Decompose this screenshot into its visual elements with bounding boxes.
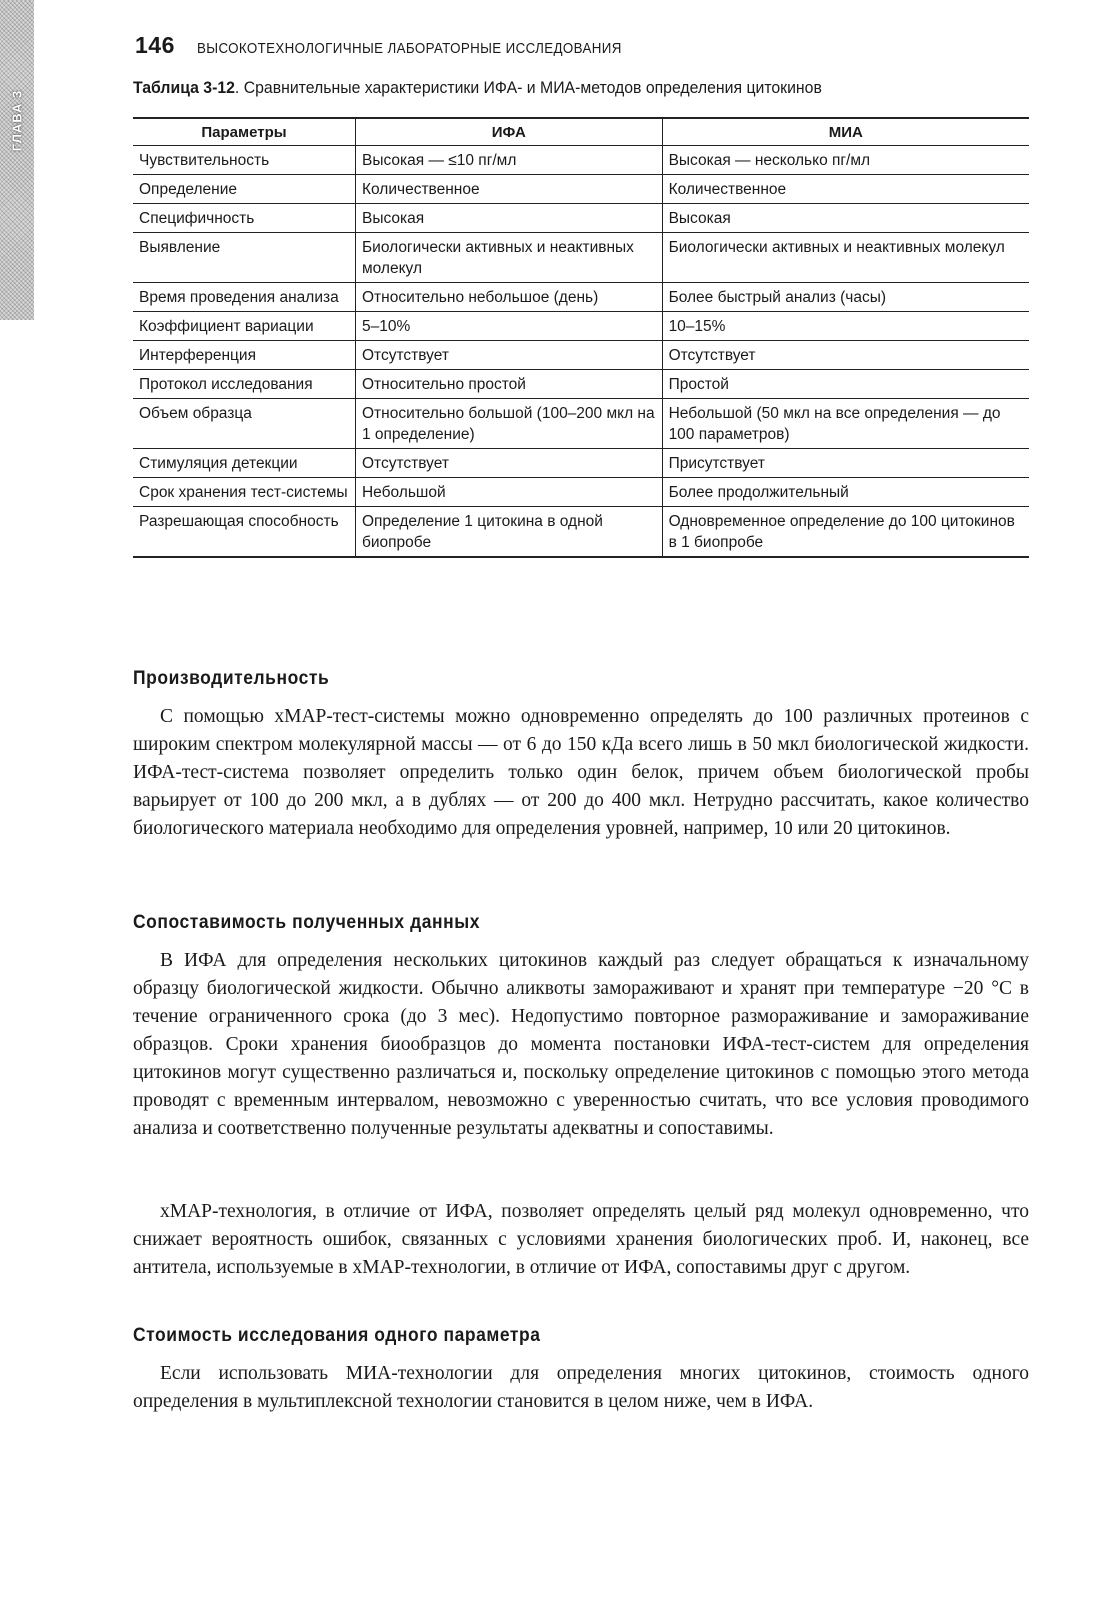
- table-cell-parameter: Чувствительность: [133, 146, 355, 175]
- table-cell-mia: Отсутствует: [662, 341, 1029, 370]
- table-cell-parameter: Интерференция: [133, 341, 355, 370]
- table-row: [133, 175, 1029, 204]
- paragraph-comparability-1: В ИФА для определения нескольких цитокинов каждый раз следует обращаться к изначальному образцу биологической жидкости. Обычно аликвоты замораживают и хранят при температуре −20 °С в течение ограниченного срока (до 3 мес). Недопустимо повторное размораживание и замораживание образцов. Сроки хранения биообразцов до момента постановки ИФА-тест-систем для определения цитокинов могут существенно различаться и, поскольку определение цитокинов с помощью этого метода проводят с временным интервалом, невозможно с уверенностью считать, что все условия проводимого анализа и соответственно полученные результаты адекватны и сопоставимы.: [133, 950, 1029, 1139]
- table-cell-mia: Простой: [662, 370, 1029, 399]
- table-row: [133, 233, 1029, 283]
- table-cell-mia: Более продолжительный: [662, 478, 1029, 507]
- table-cell-mia: Одновременное определение до 100 цитокинов в 1 биопробе: [662, 507, 1029, 558]
- table-header-row: [133, 118, 1029, 146]
- table-row: [133, 283, 1029, 312]
- section-heading-comparability: Сопоставимость полученных данных: [133, 912, 480, 933]
- table-cell-ifa: Относительно простой: [355, 370, 662, 399]
- table-cell-mia: Биологически активных и неактивных молекул: [662, 233, 1029, 283]
- paragraph-performance: С помощью xMAP-тест-системы можно одновременно определять до 100 различных протеинов с широким спектром молекулярной массы — от 6 до 150 кДа всего лишь в 50 мкл биологической жидкости. ИФА-тест-система позволяет определить только один белок, причем объем биологической пробы варьирует от 100 до 200 мкл, а в дублях — от 200 до 400 мкл. Нетрудно рассчитать, какое количество биологического материала необходимо для определения уровней, например, 10 или 20 цитокинов.: [133, 706, 1029, 839]
- table-cell-ifa: Высокая: [355, 204, 662, 233]
- table-cell-mia: Небольшой (50 мкл на все определения — до 100 параметров): [662, 399, 1029, 449]
- chapter-label: ГЛАВА 3: [9, 89, 25, 151]
- section-heading-cost: Стоимость исследования одного параметра: [133, 1325, 541, 1346]
- table-cell-parameter: Объем образца: [133, 399, 355, 449]
- table-row: [133, 399, 1029, 449]
- table-caption: [133, 78, 989, 98]
- page-number: 146: [135, 32, 175, 58]
- table-caption-text: . Сравнительные характеристики ИФА- и МИА-методов определения цитокинов: [234, 78, 822, 97]
- table-cell-parameter: Коэффициент вариации: [133, 312, 355, 341]
- table-cell-mia: Присутствует: [662, 449, 1029, 478]
- table-row: [133, 146, 1029, 175]
- table-row: [133, 341, 1029, 370]
- table-cell-ifa: Относительно большой (100–200 мкл на 1 определение): [355, 399, 662, 449]
- table-cell-ifa: Биологически активных и неактивных молекул: [355, 233, 662, 283]
- table-cell-ifa: 5–10%: [355, 312, 662, 341]
- table-cell-ifa: Отсутствует: [355, 341, 662, 370]
- paragraph-cost: Если использовать МИА-технологии для определения многих цитокинов, стоимость одного определения в мультиплексной технологии становится в целом ниже, чем в ИФА.: [133, 1363, 1029, 1412]
- table-cell-ifa: Небольшой: [355, 478, 662, 507]
- table-row: [133, 449, 1029, 478]
- table-cell-ifa: Высокая — ≤10 пг/мл: [355, 146, 662, 175]
- table-cell-parameter: Срок хранения тест-системы: [133, 478, 355, 507]
- table-cell-parameter: Специфичность: [133, 204, 355, 233]
- table-cell-ifa: Количественное: [355, 175, 662, 204]
- table-cell-mia: Более быстрый анализ (часы): [662, 283, 1029, 312]
- table-cell-parameter: Разрешающая способность: [133, 507, 355, 558]
- table-cell-ifa: Относительно небольшое (день): [355, 283, 662, 312]
- table-cell-mia: Высокая — несколько пг/мл: [662, 146, 1029, 175]
- table-cell-parameter: Время проведения анализа: [133, 283, 355, 312]
- table-row: [133, 312, 1029, 341]
- table-cell-ifa: Отсутствует: [355, 449, 662, 478]
- chapter-tab: [0, 70, 34, 170]
- table-row: [133, 507, 1029, 558]
- table-caption-label: Таблица 3-12: [133, 78, 235, 97]
- running-head: [135, 32, 1035, 62]
- table-cell-mia: 10–15%: [662, 312, 1029, 341]
- comparison-table: [133, 117, 1029, 558]
- table-cell-parameter: Определение: [133, 175, 355, 204]
- column-header-mia: МИА: [662, 118, 1029, 146]
- running-title: ВЫСОКОТЕХНОЛОГИЧНЫЕ ЛАБОРАТОРНЫЕ ИССЛЕДОВАНИЯ: [196, 41, 622, 57]
- table-cell-parameter: Стимуляция детекции: [133, 449, 355, 478]
- column-header-parameters: Параметры: [133, 118, 355, 146]
- table-cell-parameter: Протокол исследования: [133, 370, 355, 399]
- table-cell-mia: Высокая: [662, 204, 1029, 233]
- table-cell-mia: Количественное: [662, 175, 1029, 204]
- table-cell-parameter: Выявление: [133, 233, 355, 283]
- table-row: [133, 478, 1029, 507]
- column-header-ifa: ИФА: [355, 118, 662, 146]
- table-cell-ifa: Определение 1 цитокина в одной биопробе: [355, 507, 662, 558]
- table-row: [133, 204, 1029, 233]
- table-row: [133, 370, 1029, 399]
- section-heading-performance: Производительность: [133, 668, 330, 689]
- paragraph-comparability-2: xMAP-технология, в отличие от ИФА, позволяет определять целый ряд молекул одновременно, что снижает вероятность ошибок, связанных с условиями хранения биологических проб. И, наконец, все антитела, используемые в xMAP-технологии, в отличие от ИФА, сопоставимы друг с другом.: [133, 1201, 1029, 1278]
